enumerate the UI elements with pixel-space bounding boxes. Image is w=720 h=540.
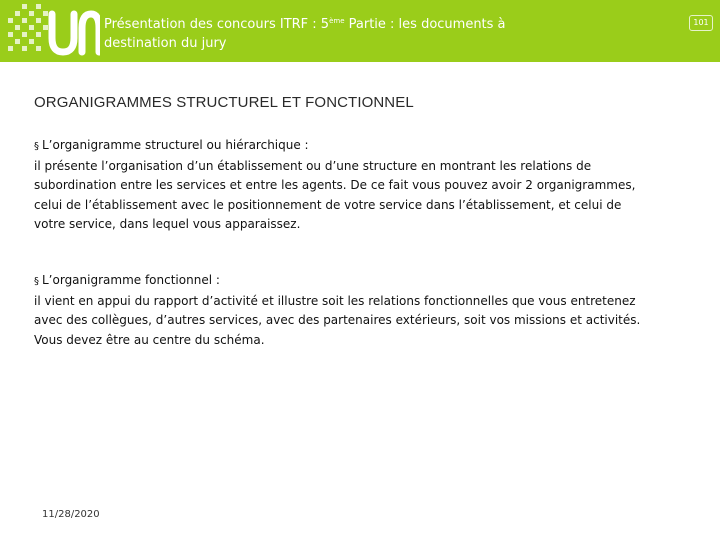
header-bar <box>0 0 720 62</box>
title-prefix: Présentation des concours ITRF : 5 <box>104 17 330 32</box>
body-line: subordination entre les services et entre les agents. De ce fait vous pouvez avoir 2 organigrammes, <box>34 178 636 192</box>
section-heading <box>34 136 694 157</box>
body-line: il présente l’organisation d’un établissement ou d’une structure en montrant les relations de <box>34 158 592 173</box>
bullet-icon: § <box>34 141 39 152</box>
section-heading <box>34 271 694 292</box>
page-title: ORGANIGRAMMES STRUCTUREL ET FONCTIONNEL <box>34 94 414 111</box>
title-suffix: Partie : les documents à destination du jury <box>104 17 506 51</box>
slide-date: 11/28/2020 <box>42 509 100 520</box>
body-line: avec des collègues, d’autres services, avec des partenaires extérieurs, soit vos missions et activités. <box>34 313 641 327</box>
heading-text: L’organigramme structurel ou hiérarchique : <box>42 138 309 152</box>
bullet-icon: § <box>34 276 39 287</box>
title-superscript: ème <box>329 17 345 25</box>
heading-text: L’organigramme fonctionnel : <box>42 273 220 287</box>
slide-number: 101 <box>689 15 713 31</box>
university-logo <box>8 4 100 60</box>
body-line: votre service, dans lequel vous apparaissez. <box>34 217 301 231</box>
body-line: Vous devez être au centre du schéma. <box>34 332 265 347</box>
section-structural <box>34 136 694 235</box>
body-line: il vient en appui du rapport d’activité et illustre soit les relations fonctionnelles que vous entretenez <box>34 293 636 308</box>
presentation-title <box>104 12 544 53</box>
body-line: celui de l’établissement avec le positionnement de votre service dans l’établissement, et celui de <box>34 197 622 212</box>
section-functional <box>34 271 694 350</box>
